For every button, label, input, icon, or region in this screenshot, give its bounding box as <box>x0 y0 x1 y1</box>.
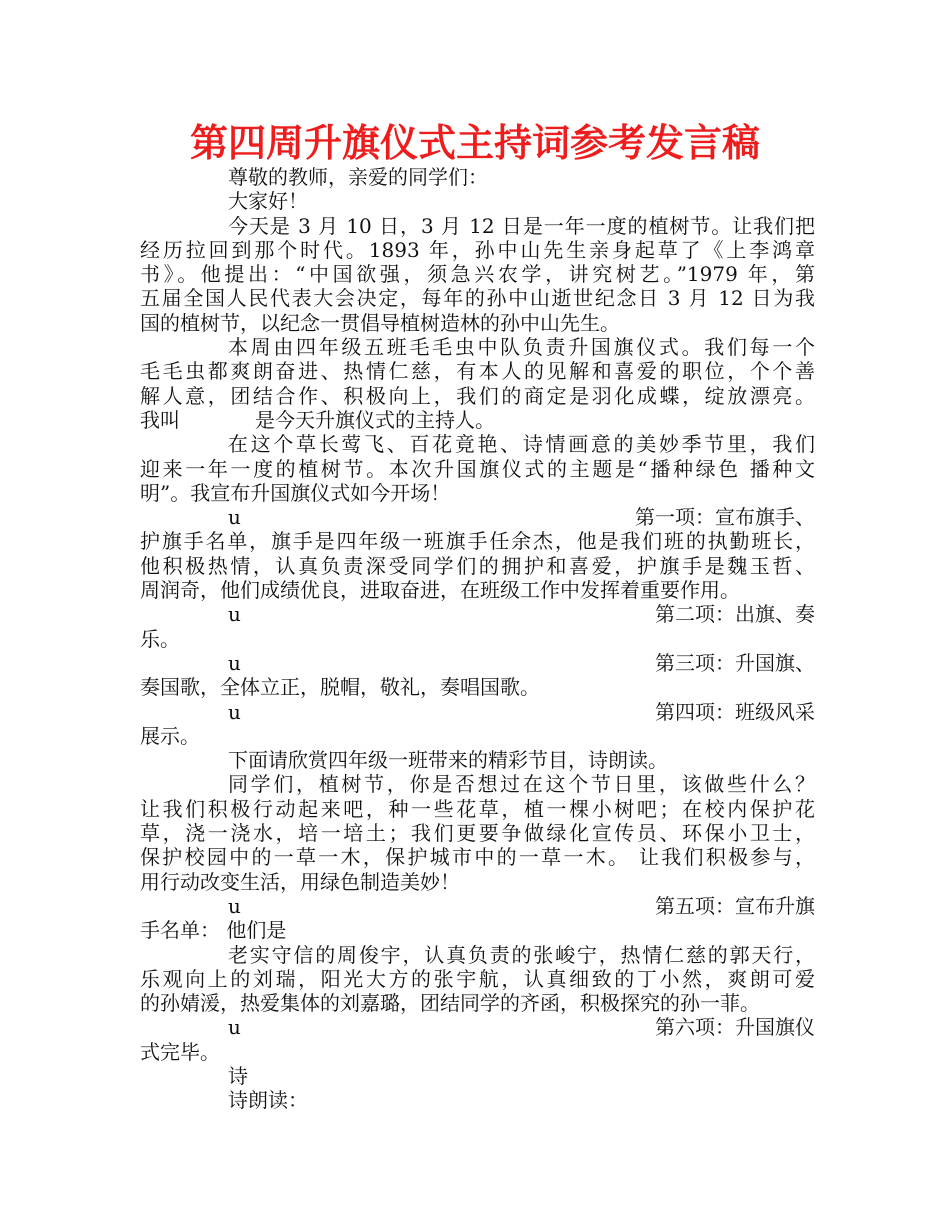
paragraph-line: 国的植树节，以纪念一贯倡导植树造林的孙中山先生。 <box>140 310 620 335</box>
bullet-mark: u <box>228 893 241 918</box>
paragraph-line: 乐。 <box>140 626 180 651</box>
paragraph-line: 护旗手名单，旗手是四年级一班旗手任余杰，他是我们班的执勤班长， <box>140 529 815 554</box>
bullet-mark: u <box>228 699 241 724</box>
paragraph-line: 下面请欣赏四年级一班带来的精彩节目，诗朗读。 <box>228 748 668 773</box>
paragraph-line: 本周由四年级五班毛毛虫中队负责升国旗仪式。我们每一个 <box>228 335 815 360</box>
agenda-item <box>140 505 815 529</box>
agenda-item-label: 第一项：宣布旗手、 <box>635 505 815 530</box>
agenda-item-label: 第五项：宣布升旗 <box>655 893 815 918</box>
agenda-item-label: 第六项：升国旗仪 <box>655 1015 815 1040</box>
paragraph-line: 手名单： 他们是 <box>140 918 287 943</box>
paragraph-line: 乐观向上的刘瑞，阳光大方的张宇航，认真细致的丁小然，爽朗可爱 <box>140 966 815 991</box>
paragraph-line <box>140 408 815 432</box>
paragraph-line: 让我们积极行动起来吧，种一些花草，植一棵小树吧；在校内保护花 <box>140 796 815 821</box>
agenda-item <box>140 651 815 675</box>
paragraph-line: 草，浇一浇水，培一培土；我们更要争做绿化宣传员、环保小卫士， <box>140 821 815 846</box>
paragraph-line: 在这个草长莺飞、百花竟艳、诗情画意的美妙季节里，我们 <box>228 432 815 457</box>
paragraph-line: 解人意，团结合作、积极向上，我们的商定是羽化成蝶，绽放漂亮。 <box>140 383 815 408</box>
paragraph-line: 保护校园中的一草一木，保护城市中的一草一木。 让我们积极参与， <box>140 845 815 870</box>
document-title: 第四周升旗仪式主持词参考发言稿 <box>189 121 760 165</box>
paragraph-line: 毛毛虫都爽朗奋进、热情仁慈，有本人的见解和喜爱的职位，个个善 <box>140 359 815 384</box>
document-body <box>140 165 815 1113</box>
paragraph-line: 明”。我宣布升国旗仪式如今开场！ <box>140 480 451 505</box>
paragraph-line: 他积极热情，认真负责深受同学们的拥护和喜爱，护旗手是魏玉哲、 <box>140 553 815 578</box>
paragraph-line: 经历拉回到那个时代。1893 年，孙中山先生亲身起草了《上李鸿章 <box>140 237 815 262</box>
agenda-item-label: 第二项：出旗、奏 <box>655 602 815 627</box>
paragraph-line: 诗朗读： <box>228 1088 308 1113</box>
paragraph-line: 五届全国人民代表大会决定，每年的孙中山逝世纪念日 3 月 12 日为我 <box>140 286 815 311</box>
paragraph-line: 诗 <box>228 1063 248 1088</box>
paragraph-line: 展示。 <box>140 723 200 748</box>
bullet-mark: u <box>228 505 241 530</box>
bullet-mark: u <box>228 1015 241 1040</box>
agenda-item <box>140 894 815 918</box>
paragraph-line: 式完毕。 <box>140 1039 220 1064</box>
bullet-mark: u <box>228 602 241 627</box>
agenda-item-label: 第四项：班级风采 <box>655 699 815 724</box>
bullet-mark: u <box>228 650 241 675</box>
paragraph-line: 老实守信的周俊宇，认真负责的张峻宁，热情仁慈的郭天行， <box>228 942 815 967</box>
agenda-item <box>140 1015 815 1039</box>
salutation: 尊敬的教师，亲爱的同学们： <box>228 165 488 189</box>
paragraph-line: 奏国歌，全体立正，脱帽，敬礼，奏唱国歌。 <box>140 675 540 700</box>
agenda-item <box>140 602 815 626</box>
paragraph-line: 周润奇，他们成绩优良，进取奋进，在班级工作中发挥着重要作用。 <box>140 578 740 603</box>
paragraph-line: 今天是 3 月 10 日，3 月 12 日是一年一度的植树节。让我们把 <box>228 213 815 238</box>
agenda-item-label: 第三项：升国旗、 <box>655 650 815 675</box>
paragraph-line: 的孙婧湲，热爱集体的刘嘉璐，团结同学的齐函，积极探究的孙一菲。 <box>140 991 760 1016</box>
paragraph-line: 书》。他提出：“中国欲强，须急兴农学，讲究树艺。”1979 年，第 <box>140 262 815 287</box>
host-intro-prefix: 我叫 <box>140 407 180 432</box>
greeting: 大家好！ <box>228 189 308 214</box>
host-intro-suffix: 是今天升旗仪式的主持人。 <box>255 407 495 432</box>
agenda-item <box>140 700 815 724</box>
paragraph-line: 用行动改变生活，用绿色制造美妙！ <box>140 869 460 894</box>
paragraph-line: 同学们，植树节，你是否想过在这个节日里，该做些什么？ <box>228 772 815 797</box>
paragraph-line: 迎来一年一度的植树节。本次升国旗仪式的主题是“播种绿色 播种文 <box>140 456 815 481</box>
